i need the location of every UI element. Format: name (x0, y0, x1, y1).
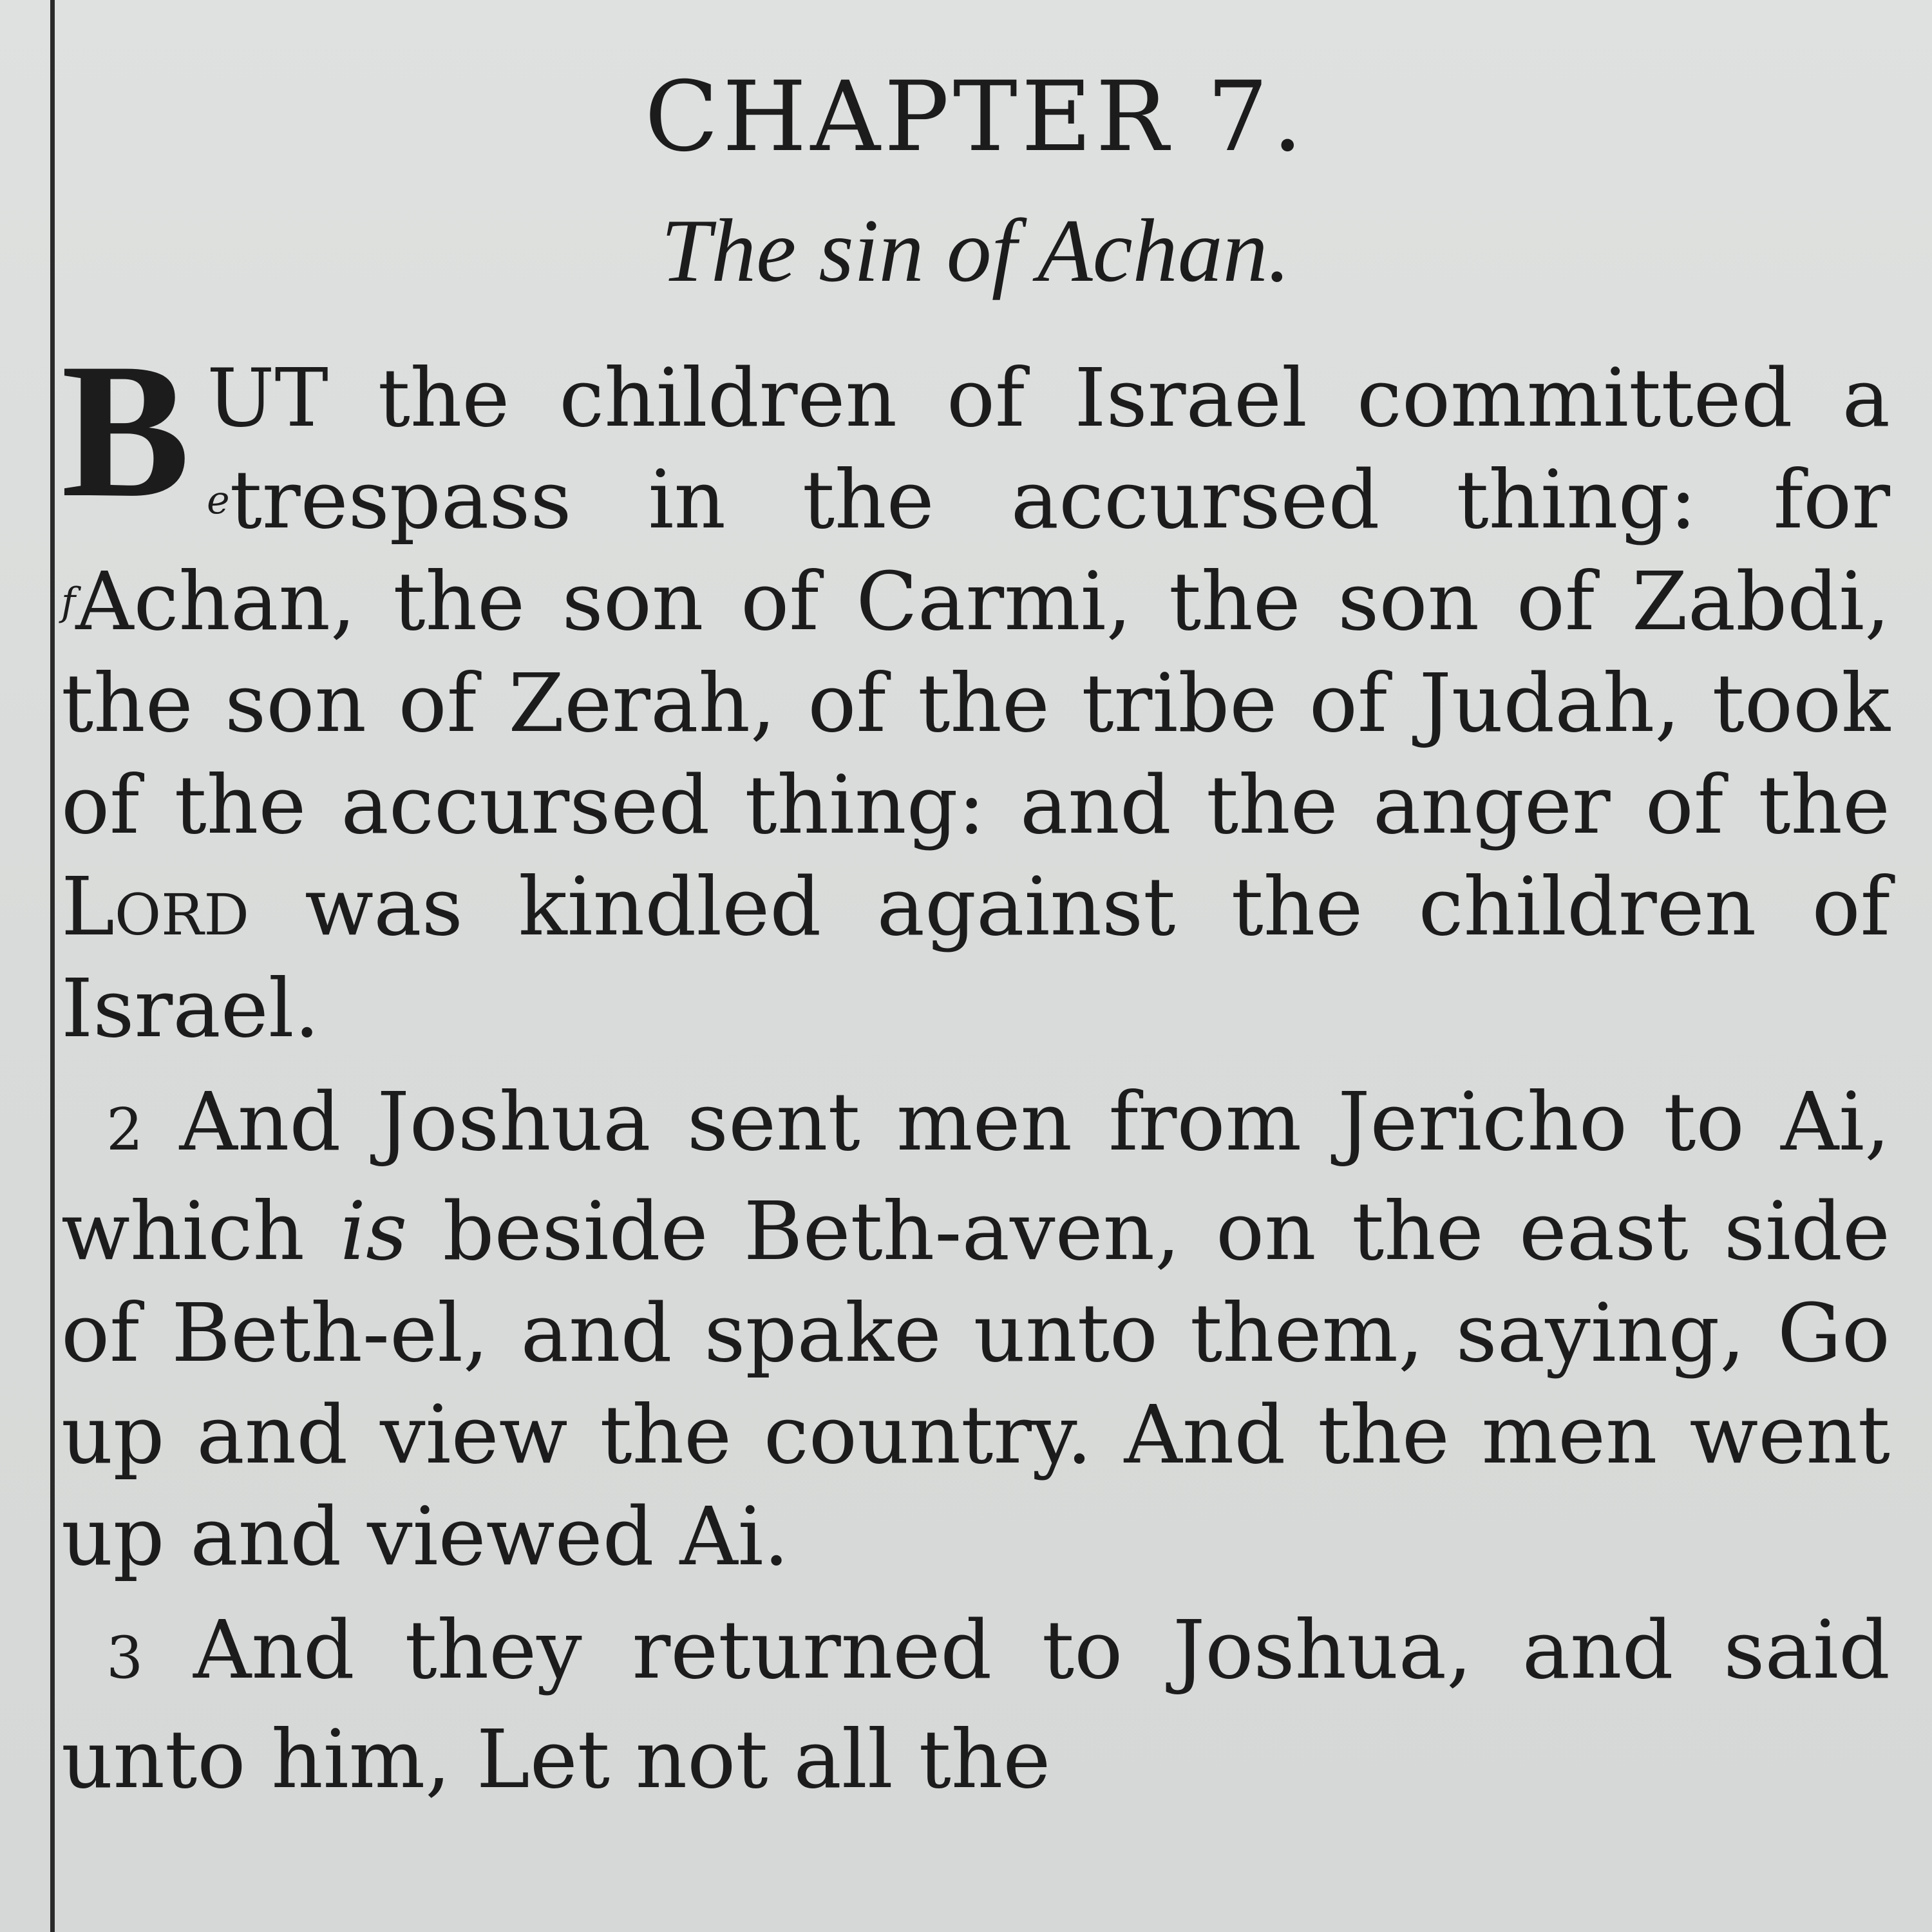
verse-1 (61, 323, 1890, 1060)
cross-ref-e: e (207, 478, 230, 523)
lord-smallcaps: Lord (61, 860, 249, 954)
cross-ref-f: f (61, 580, 76, 625)
verse-number-3: 3 (106, 1624, 144, 1692)
verse-1-text-a: UT the children of Israel committed a (207, 352, 1890, 445)
column-rule (50, 0, 55, 1932)
verse-number-2: 2 (106, 1096, 144, 1164)
verse-2 (61, 1072, 1890, 1588)
verse-1-text-d: was kindled against the children of Israel. (61, 860, 1890, 1056)
drop-cap: B (61, 323, 191, 537)
text-column (61, 61, 1890, 1811)
verse-2-italic: is (340, 1185, 408, 1278)
chapter-heading: CHAPTER 7. (644, 61, 1307, 173)
chapter-subtitle: The sin of Achan. (661, 201, 1291, 301)
verse-2-text-b: beside Beth-aven, on the east side of Beth-el, and spake unto them, saying, Go up and view the country. And the men went up and viewed Ai. (61, 1185, 1890, 1584)
verse-3-text: And they returned to Joshua, and said unto him, Let not all the (61, 1604, 1890, 1806)
verse-3 (61, 1600, 1890, 1811)
verse-1-text-c: Achan, the son of Carmi, the son of Zabdi, the son of Zerah, of the tribe of Judah, took of the accursed thing: and the anger of the (61, 555, 1890, 852)
verse-2-text-a: And Joshua sent men from Jericho to Ai, which (61, 1075, 1891, 1278)
verse-1-text-b: trespass in the accursed thing: for (229, 453, 1890, 547)
